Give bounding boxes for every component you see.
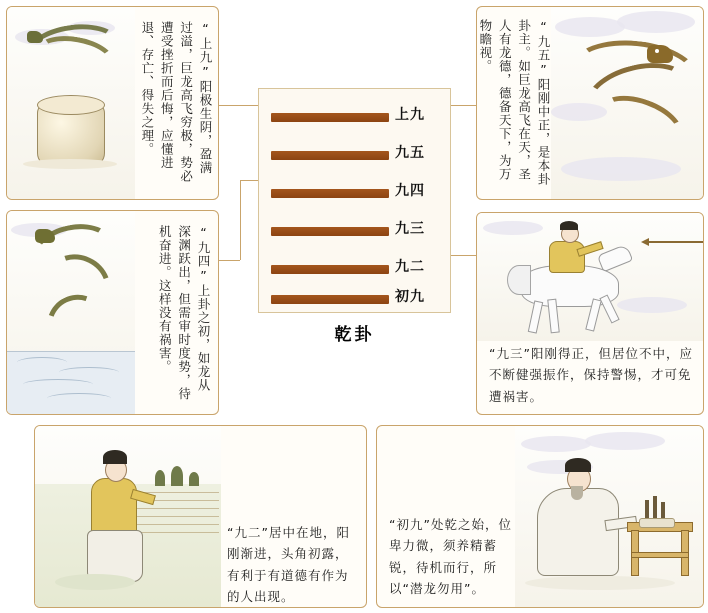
panel-jiusan	[476, 212, 704, 415]
yao-label: 九三	[395, 221, 425, 237]
illustration-rider-on-horse-with-arrow	[477, 213, 704, 341]
hexagram-line-jiusan	[271, 217, 441, 247]
yang-line-bar	[271, 265, 389, 274]
yang-line-bar	[271, 295, 389, 304]
panel-jiuer-text: “九二”居中在地，阳刚渐进，头角初露，有利于有道德有作为的人出现。	[227, 525, 350, 604]
panel-jiusi	[6, 210, 219, 415]
illustration-dragon-in-clouds	[551, 7, 703, 199]
yang-line-bar	[271, 113, 389, 122]
yang-line-bar	[271, 151, 389, 160]
connector-shangjiu	[219, 105, 258, 106]
connector-jiusan	[451, 255, 476, 256]
connector-jiusi	[219, 260, 240, 261]
panel-jiusan-text: “九三”阳刚得正，但居位不中，应不断健强振作，保持警惕，才可免遭祸害。	[489, 346, 693, 404]
yao-label: 九四	[395, 183, 425, 199]
yao-label: 上九	[395, 107, 425, 123]
panel-shangjiu	[6, 6, 219, 200]
hexagram-line-shangjiu	[271, 103, 441, 133]
panel-jiusi-text: “九四”上卦之初，如龙从深渊跃出，但需审时度势，待机奋进。这样没有祸害。	[157, 225, 211, 401]
yao-label: 初九	[395, 289, 425, 305]
connector-jiusi-h	[240, 180, 258, 181]
illustration-scholar-in-field	[35, 426, 221, 607]
yang-line-bar	[271, 189, 389, 198]
hexagram-line-jiusi	[271, 179, 441, 209]
hexagram-line-jiuwu	[271, 141, 441, 171]
hexagram-line-chujiu	[271, 285, 441, 315]
panel-chujiu	[376, 425, 704, 608]
panel-shangjiu-text: “上九”阳极生阴，盈满过溢，巨龙高飞穷极，势必遭受挫折而后悔，应懂进退、存亡、得失之理。	[139, 21, 213, 183]
connector-jiuwu	[451, 105, 476, 106]
hexagram-line-jiuer	[271, 255, 441, 285]
connector-jiusi-v	[240, 180, 241, 260]
hexagram-title: 乾卦	[334, 325, 375, 345]
panel-jiuer	[34, 425, 367, 608]
hexagram-card	[258, 88, 451, 313]
panel-jiuwu	[476, 6, 704, 200]
illustration-seated-scholar-at-desk	[515, 426, 703, 607]
yao-label: 九五	[395, 145, 425, 161]
illustration-dragon-over-jar	[7, 7, 135, 199]
panel-jiuwu-text: “九五”阳刚中正，是本卦卦主。如巨龙高飞在天，圣人有龙德，德备天下，为万物瞻视。	[477, 19, 551, 186]
panel-chujiu-text: “初九”处乾之始，位卑力微，须养精蓄锐，待机而行，所以“潜龙勿用”。	[389, 517, 512, 596]
yao-label: 九二	[395, 259, 425, 275]
yang-line-bar	[271, 227, 389, 236]
illustration-dragon-rising-from-water	[7, 211, 135, 414]
